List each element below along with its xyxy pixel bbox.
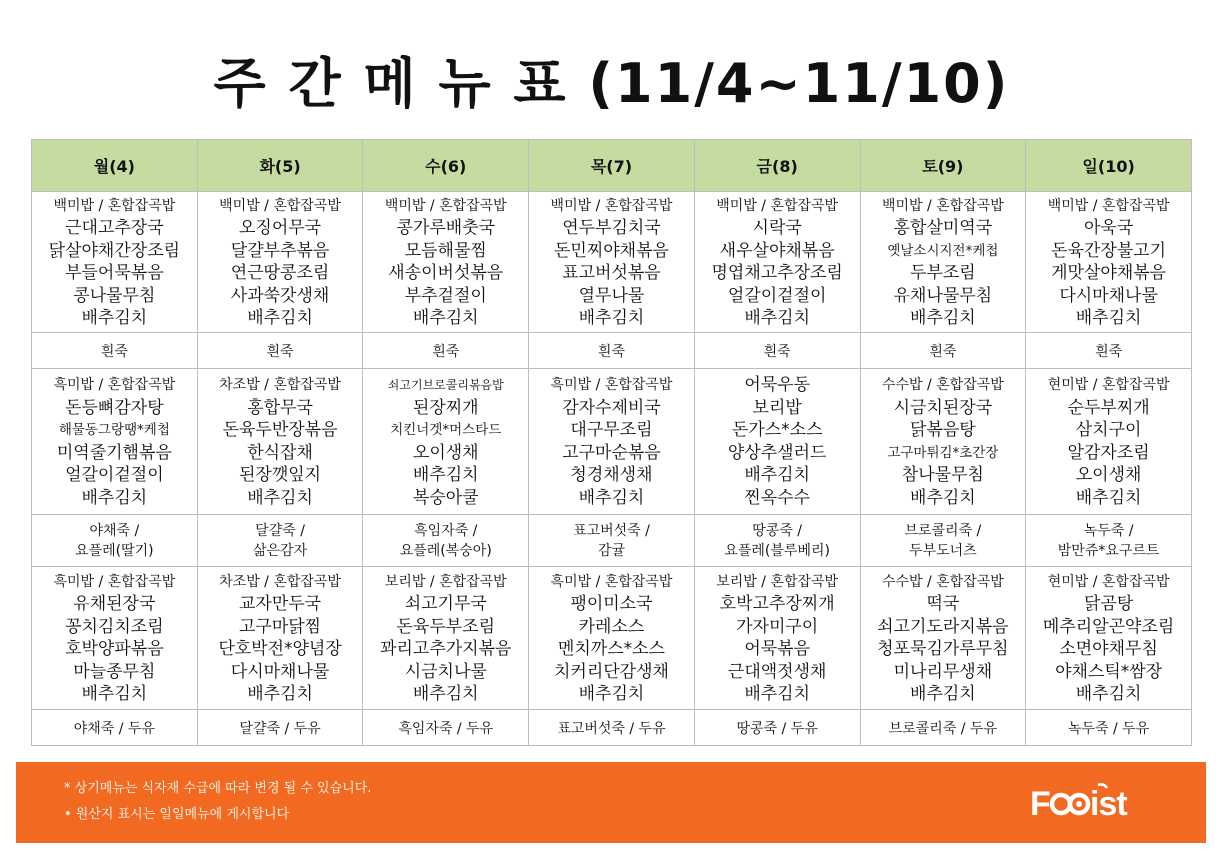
menu-item: 돈육두부조림 [396, 616, 496, 637]
menu-item: 배추김치 [910, 308, 976, 328]
lunch-cell [860, 369, 1026, 515]
menu-item: 현미밥 / 혼합잡곡밥 [1047, 377, 1170, 393]
snack-cell [363, 515, 529, 567]
menu-item: 보리밥 [752, 397, 802, 418]
snack-line: 요플레(복숭아) [399, 542, 492, 559]
menu-item: 부추겉절이 [404, 285, 487, 306]
menu-item: 배추김치 [1075, 487, 1142, 508]
menu-item: 흑미밥 / 혼합잡곡밥 [53, 377, 176, 393]
menu-item: 흑미밥 / 혼합잡곡밥 [550, 573, 673, 590]
breakfast-row [32, 192, 1192, 333]
lunch-cell [32, 369, 198, 515]
menu-item: 소면야채무침 [1059, 639, 1158, 659]
dinner-row [32, 567, 1192, 710]
menu-item: 모듬해물찜 [404, 240, 487, 261]
menu-item: 팽이미소국 [570, 594, 653, 614]
night-snack-cell: 표고버섯죽 / 두유 [529, 710, 695, 746]
menu-item: 대구무조림 [570, 420, 653, 440]
snack-line: 흑임자죽 / [414, 522, 478, 539]
porridge-cell: 흰죽 [529, 333, 695, 369]
footer-notes [64, 776, 371, 828]
snack-cell [197, 515, 363, 567]
menu-item: 얼갈이겉절이 [65, 465, 164, 485]
menu-item: 표고버섯볶음 [562, 263, 661, 283]
menu-item: 흑미밥 / 혼합잡곡밥 [53, 573, 176, 590]
svg-text:F: F [1030, 785, 1050, 823]
menu-item: 홍합살미역국 [893, 218, 993, 238]
menu-item: 부들어묵볶음 [65, 263, 164, 283]
menu-item: 배추김치 [910, 684, 976, 704]
porridge-cell: 흰죽 [197, 333, 363, 369]
menu-item: 배추김치 [578, 308, 645, 328]
foodist-logo [1028, 782, 1150, 824]
menu-item: 명엽채고추장조림 [711, 263, 843, 283]
snack-cell [860, 515, 1026, 567]
menu-item: 마늘종무침 [73, 661, 156, 682]
menu-item: 고구마순볶음 [562, 442, 661, 463]
menu-item: 얼갈이겉절이 [727, 285, 827, 306]
menu-item: 쇠고기브로콜리볶음밥 [387, 378, 504, 392]
menu-item: 배추김치 [412, 684, 479, 704]
breakfast-cell [860, 192, 1026, 333]
menu-item: 보리밥 / 혼합잡곡밥 [716, 573, 839, 590]
menu-item: 홍합무국 [247, 397, 313, 418]
page-title: 주 간 메 뉴 표 (11/4~11/10) [213, 52, 1010, 115]
porridge-cell: 흰죽 [694, 333, 860, 369]
menu-item: 백미밥 / 혼합잡곡밥 [550, 197, 673, 214]
menu-item: 닭살야채간장조림 [48, 240, 181, 261]
menu-item: 메추리알곤약조림 [1042, 616, 1175, 637]
menu-item: 백미밥 / 혼합잡곡밥 [219, 197, 341, 214]
snack-cell [529, 515, 695, 567]
menu-item: 미나리무생채 [893, 661, 993, 682]
porridge-cell: 흰죽 [1026, 333, 1192, 369]
menu-item: 떡국 [926, 594, 960, 614]
menu-item: 백미밥 / 혼합잡곡밥 [1047, 197, 1170, 214]
menu-item: 찐옥수수 [744, 487, 811, 508]
menu-item: 야채스틱*쌈장 [1055, 661, 1163, 682]
menu-item: 연근땅콩조림 [230, 263, 330, 283]
breakfast-cell [529, 192, 695, 333]
lunch-cell [694, 369, 860, 515]
lunch-cell [197, 369, 363, 515]
menu-item: 흑미밥 / 혼합잡곡밥 [550, 377, 673, 393]
menu-item: 게맛살야채볶음 [1051, 263, 1167, 283]
night-snack-cell: 야채죽 / 두유 [32, 710, 198, 746]
menu-item: 배추김치 [81, 684, 148, 704]
menu-item: 배추김치 [247, 308, 313, 328]
menu-item: 백미밥 / 혼합잡곡밥 [384, 197, 507, 214]
menu-item: 배추김치 [744, 308, 811, 328]
menu-item: 꽈리고추가지볶음 [380, 639, 512, 659]
menu-item: 열무나물 [578, 285, 645, 306]
menu-item: 유채나물무침 [893, 285, 993, 306]
menu-item: 아욱국 [1083, 218, 1134, 238]
night-snack-cell: 녹두죽 / 두유 [1026, 710, 1192, 746]
menu-item: 시락국 [752, 218, 802, 238]
breakfast-cell [32, 192, 198, 333]
menu-item: 보리밥 / 혼합잡곡밥 [384, 573, 507, 590]
snack-line: 요플레(블루베리) [724, 542, 830, 559]
menu-item: 근대고추장국 [65, 218, 164, 238]
snack-line: 표고버섯죽 / [573, 522, 650, 539]
breakfast-cell [363, 192, 529, 333]
menu-item: 배추김치 [1075, 684, 1142, 704]
snack-cell [694, 515, 860, 567]
snack-line: 달걀죽 / [255, 522, 305, 539]
night-snack-cell: 달걀죽 / 두유 [197, 710, 363, 746]
snack-line: 요플레(딸기) [75, 542, 154, 559]
day-header-fri: 금(8) [694, 140, 860, 192]
snack-line: 감귤 [597, 542, 625, 559]
menu-item: 백미밥 / 혼합잡곡밥 [53, 197, 176, 214]
menu-item: 배추김치 [578, 684, 645, 704]
menu-item: 현미밥 / 혼합잡곡밥 [1047, 573, 1170, 590]
menu-item: 두부조림 [910, 263, 976, 283]
menu-item: 쇠고기도라지볶음 [877, 616, 1009, 637]
night-snack-row [32, 710, 1192, 746]
menu-item: 삼치구이 [1075, 420, 1142, 440]
menu-item: 단호박전*양념장 [218, 639, 342, 659]
menu-item: 멘치까스*소스 [557, 639, 665, 659]
menu-item: 청경채생채 [570, 465, 653, 485]
menu-item: 수수밥 / 혼합잡곡밥 [881, 377, 1004, 393]
menu-item: 돈육간장불고기 [1051, 240, 1167, 261]
menu-item: 배추김치 [744, 465, 811, 485]
day-header-mon: 월(4) [32, 140, 198, 192]
menu-item: 백미밥 / 혼합잡곡밥 [881, 197, 1004, 214]
dinner-cell [694, 567, 860, 710]
menu-item: 새송이버섯볶음 [388, 263, 504, 283]
dinner-cell [363, 567, 529, 710]
menu-item: 한식잡채 [247, 442, 313, 463]
menu-item: 돈민찌야채볶음 [553, 240, 669, 261]
snack-row [32, 515, 1192, 567]
snack-cell [32, 515, 198, 567]
menu-item: 배추김치 [1075, 308, 1142, 328]
menu-item: 복숭아쿨 [412, 487, 479, 508]
footer-note: * 상기메뉴는 식자재 수급에 따라 변경 될 수 있습니다. [64, 781, 372, 796]
menu-item: 사과쑥갓생채 [230, 285, 330, 306]
menu-item: 청포묵김가루무침 [877, 639, 1009, 659]
lunch-cell [1026, 369, 1192, 515]
menu-item: 치커리단감생채 [553, 661, 669, 682]
menu-item: 닭곰탕 [1083, 594, 1134, 614]
menu-item: 감자수제비국 [562, 397, 661, 418]
menu-item: 닭볶음탕 [910, 420, 976, 440]
menu-item: 콩가루배춧국 [396, 218, 496, 238]
menu-item: 오징어무국 [238, 218, 322, 238]
menu-item: 양상추샐러드 [727, 442, 827, 463]
menu-item: 해물동그랑땡*케첩 [58, 422, 170, 438]
breakfast-cell [1026, 192, 1192, 333]
menu-item: 꽁치김치조림 [65, 616, 164, 637]
menu-item: 차조밥 / 혼합잡곡밥 [219, 377, 341, 393]
menu-item: 돈등뼈감자탕 [65, 397, 164, 418]
dinner-cell [529, 567, 695, 710]
snack-line: 삶은감자 [253, 542, 308, 559]
menu-item: 어묵우동 [744, 375, 811, 395]
dinner-cell [197, 567, 363, 710]
menu-item: 치킨너겟*머스타드 [390, 422, 502, 438]
menu-item: 카레소스 [578, 616, 645, 637]
breakfast-cell [694, 192, 860, 333]
menu-item: 연두부김치국 [562, 218, 661, 238]
menu-item: 배추김치 [578, 487, 645, 508]
snack-cell [1026, 515, 1192, 567]
footer-banner [16, 762, 1206, 843]
menu-item: 달걀부추볶음 [230, 240, 330, 261]
menu-item: 시금치된장국 [893, 397, 993, 418]
menu-item: 돈가스*소스 [731, 420, 823, 440]
menu-item: 수수밥 / 혼합잡곡밥 [881, 573, 1004, 590]
night-snack-cell: 땅콩죽 / 두유 [694, 710, 860, 746]
menu-item: 참나물무침 [901, 465, 984, 485]
day-header-sun: 일(10) [1026, 140, 1192, 192]
menu-item: 어묵볶음 [744, 639, 811, 659]
day-header-sat: 토(9) [860, 140, 1026, 192]
menu-item: 교자만두국 [238, 594, 322, 614]
menu-item: 쇠고기무국 [404, 594, 487, 614]
menu-item: 된장깻잎지 [238, 465, 322, 485]
dinner-cell [860, 567, 1026, 710]
menu-item: 알감자조림 [1067, 442, 1150, 463]
menu-item: 배추김치 [247, 487, 313, 508]
weekly-menu-table [31, 139, 1192, 746]
snack-line: 땅콩죽 / [752, 522, 803, 539]
menu-item: 차조밥 / 혼합잡곡밥 [219, 573, 341, 590]
menu-item: 유채된장국 [73, 594, 156, 614]
menu-item: 돈육두반장볶음 [222, 420, 338, 440]
menu-item: 호박고추장찌개 [719, 594, 835, 614]
menu-item: 고구마닭찜 [238, 616, 322, 637]
footer-note: • 원산지 표시는 일일메뉴에 게시합니다 [64, 807, 290, 822]
menu-item: 다시마채나물 [230, 661, 330, 682]
menu-item: 배추김치 [910, 487, 976, 508]
menu-item: 다시마채나물 [1059, 285, 1158, 306]
menu-item: 미역줄기햄볶음 [56, 442, 172, 463]
menu-item: 배추김치 [81, 487, 148, 508]
lunch-row [32, 369, 1192, 515]
menu-item: 배추김치 [412, 308, 479, 328]
day-header-row [32, 140, 1192, 192]
day-header-tue: 화(5) [197, 140, 363, 192]
porridge-cell: 흰죽 [363, 333, 529, 369]
snack-line: 밤만쥬*요구르트 [1057, 542, 1160, 559]
lunch-cell [529, 369, 695, 515]
porridge-cell: 흰죽 [32, 333, 198, 369]
menu-item: 백미밥 / 혼합잡곡밥 [716, 197, 839, 214]
breakfast-cell [197, 192, 363, 333]
menu-item: 오이생채 [412, 442, 479, 463]
menu-item: 새우살야채볶음 [719, 240, 835, 261]
menu-item: 배추김치 [247, 684, 313, 704]
menu-item: 가자미구이 [736, 616, 819, 637]
night-snack-cell: 브로콜리죽 / 두유 [860, 710, 1026, 746]
menu-item: 근대액젓생채 [727, 661, 827, 682]
morning-porridge-row [32, 333, 1192, 369]
night-snack-cell: 흑임자죽 / 두유 [363, 710, 529, 746]
menu-item: 배추김치 [412, 465, 479, 485]
lunch-cell [363, 369, 529, 515]
menu-item: 옛날소시지전*케첩 [887, 242, 999, 259]
dinner-cell [32, 567, 198, 710]
dinner-cell [1026, 567, 1192, 710]
menu-item: 호박양파볶음 [65, 639, 164, 659]
svg-text:ist: ist [1090, 785, 1127, 823]
day-header-wed: 수(6) [363, 140, 529, 192]
porridge-cell: 흰죽 [860, 333, 1026, 369]
snack-line: 두부도너츠 [909, 542, 977, 559]
snack-line: 야채죽 / [89, 522, 140, 539]
menu-item: 된장찌개 [412, 397, 479, 418]
snack-line: 브로콜리죽 / [904, 522, 982, 539]
day-header-thu: 목(7) [529, 140, 695, 192]
menu-item: 고구마튀김*초간장 [887, 444, 999, 461]
menu-item: 순두부찌개 [1067, 397, 1150, 418]
menu-item: 배추김치 [81, 308, 148, 328]
menu-item: 콩나물무침 [73, 285, 156, 306]
menu-item: 시금치나물 [404, 661, 487, 682]
menu-item: 배추김치 [744, 684, 811, 704]
snack-line: 녹두죽 / [1083, 522, 1134, 539]
menu-item: 오이생채 [1075, 465, 1142, 485]
